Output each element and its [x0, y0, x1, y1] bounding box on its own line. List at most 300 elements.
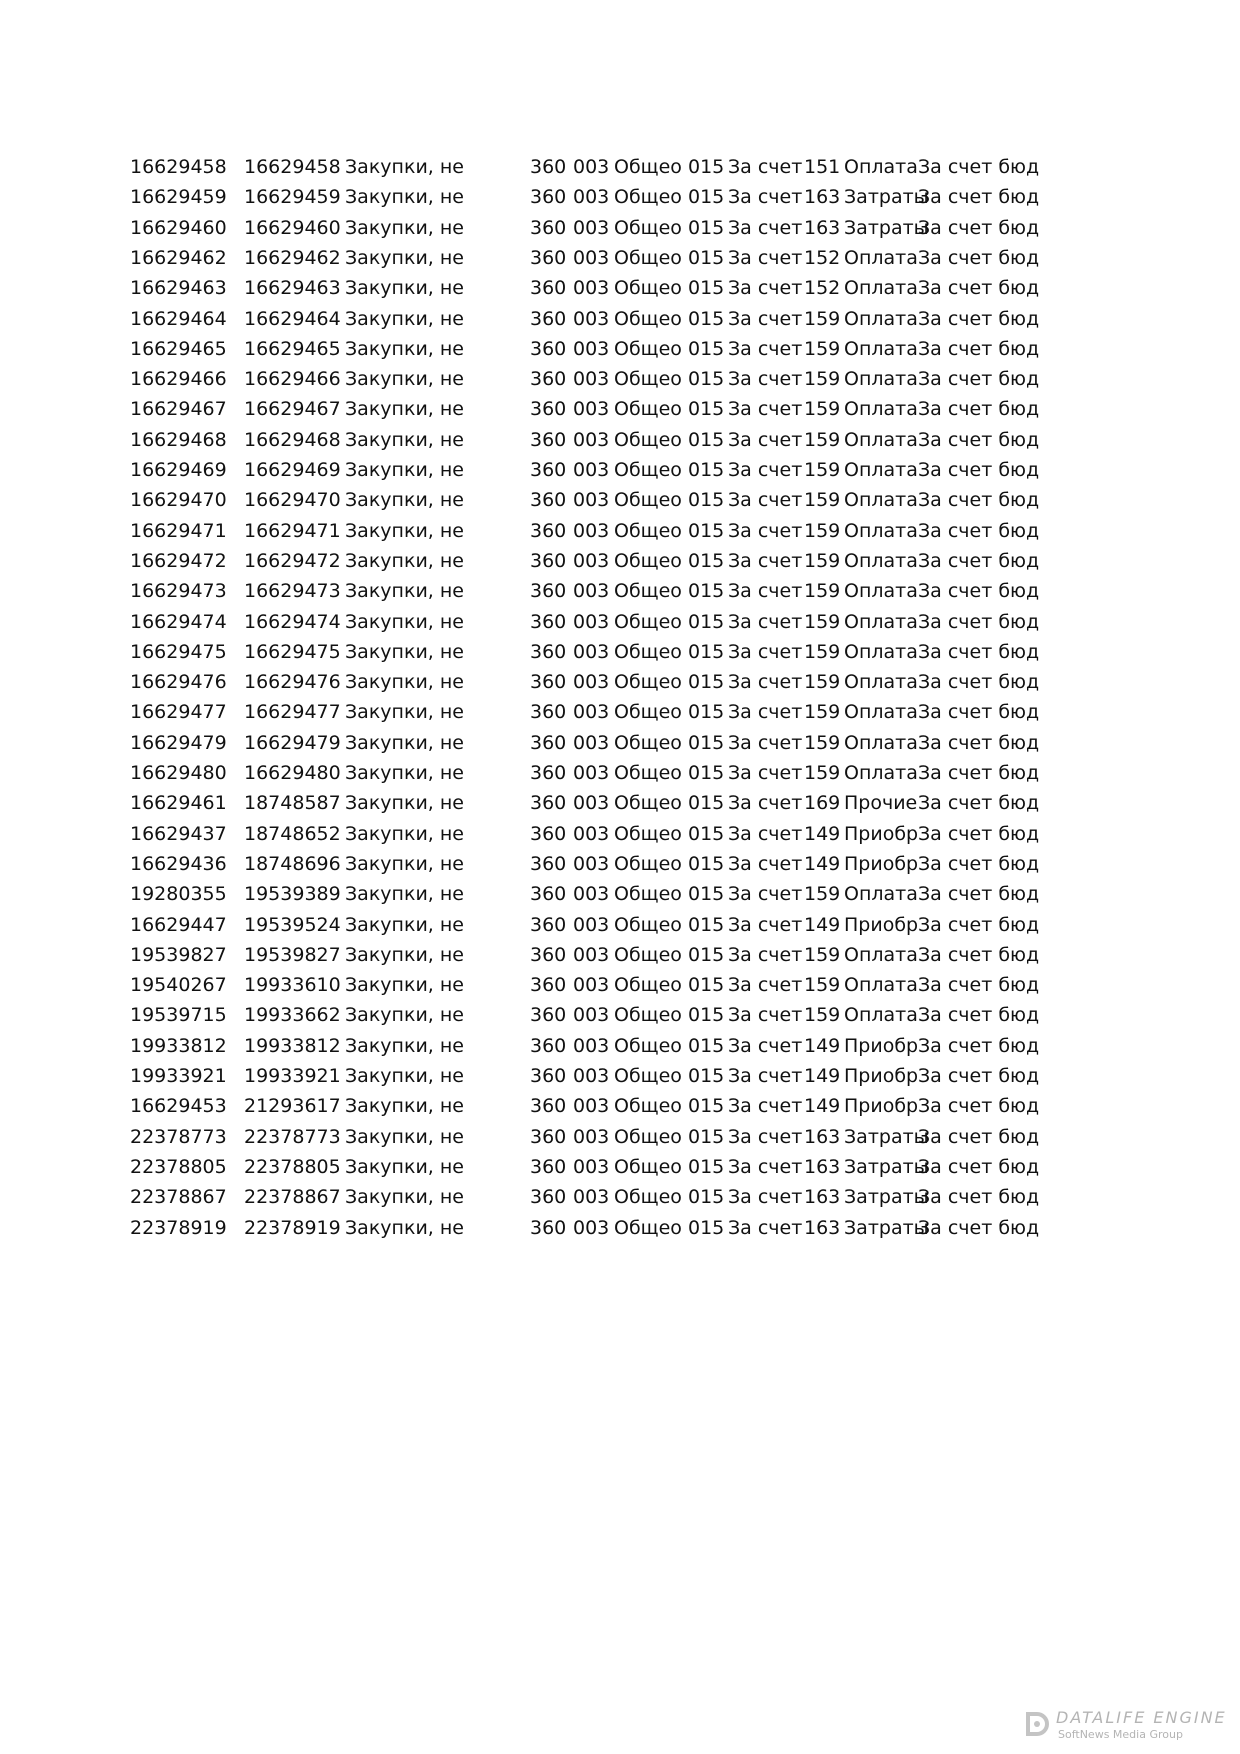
purchase-type-cell: Закупки, не: [345, 701, 464, 724]
article-code-cell: 169: [804, 792, 841, 815]
article-name-cell: Оплата: [844, 580, 918, 603]
section-name-cell: Общео: [614, 519, 682, 542]
table-row: [0, 273, 1240, 303]
code-003-cell: 003: [573, 549, 610, 572]
code-015-cell: 015: [688, 883, 725, 906]
code-360-cell: 360: [530, 1004, 567, 1027]
record-id-cell: 16629464: [130, 307, 227, 330]
article-name-cell: Оплата: [844, 549, 918, 572]
record-id-cell: 16629461: [130, 792, 227, 815]
funding-source-cell: За счет: [728, 1034, 803, 1057]
record-id-cell: 16629469: [130, 459, 227, 481]
code-003-cell: 003: [573, 731, 610, 754]
article-code-cell: 149: [804, 913, 841, 936]
section-name-cell: Общео: [614, 1004, 682, 1027]
table-row: [0, 425, 1240, 455]
record-id-cell: 19539827: [130, 943, 227, 966]
article-name-cell: Оплата: [844, 701, 918, 724]
article-code-cell: 163: [804, 186, 841, 209]
document-id-cell: 22378867: [244, 1186, 341, 1209]
code-360-cell: 360: [530, 1216, 567, 1239]
funding-source-cell: За счет: [728, 610, 803, 633]
article-code-cell: 163: [804, 1186, 841, 1209]
section-name-cell: Общео: [614, 943, 682, 966]
code-003-cell: 003: [573, 943, 610, 966]
budget-source-cell: За счет бюд: [918, 852, 1040, 875]
code-003-cell: 003: [573, 277, 610, 300]
article-code-cell: 159: [804, 428, 841, 451]
document-id-cell: 16629479: [244, 731, 341, 754]
code-360-cell: 360: [530, 974, 567, 997]
code-015-cell: 015: [688, 246, 725, 269]
article-code-cell: 163: [804, 216, 841, 239]
article-name-cell: Оплата: [844, 974, 918, 997]
section-name-cell: Общео: [614, 822, 682, 845]
record-id-cell: 19933921: [130, 1065, 227, 1087]
table-row: [0, 243, 1240, 273]
funding-source-cell: За счет: [728, 186, 803, 209]
article-code-cell: 149: [804, 1065, 841, 1087]
article-code-cell: 159: [804, 974, 841, 997]
purchase-type-cell: Закупки, не: [345, 580, 464, 603]
article-name-cell: Оплата: [844, 368, 918, 391]
budget-source-cell: За счет бюд: [918, 337, 1040, 360]
budget-source-cell: За счет бюд: [918, 731, 1040, 754]
section-name-cell: Общео: [614, 307, 682, 330]
article-name-cell: Затраты: [844, 186, 929, 209]
funding-source-cell: За счет: [728, 943, 803, 966]
section-name-cell: Общео: [614, 277, 682, 300]
budget-source-cell: За счет бюд: [918, 974, 1040, 997]
table-row: [0, 516, 1240, 546]
budget-source-cell: За счет бюд: [918, 913, 1040, 936]
article-code-cell: 159: [804, 671, 841, 694]
funding-source-cell: За счет: [728, 640, 803, 663]
code-003-cell: 003: [573, 246, 610, 269]
watermark: [1022, 1706, 1232, 1746]
purchase-type-cell: Закупки, не: [345, 943, 464, 966]
code-015-cell: 015: [688, 762, 725, 784]
budget-source-cell: За счет бюд: [918, 640, 1040, 663]
article-code-cell: 159: [804, 640, 841, 663]
purchase-type-cell: Закупки, не: [345, 1155, 464, 1178]
purchase-type-cell: Закупки, не: [345, 549, 464, 572]
code-360-cell: 360: [530, 852, 567, 875]
record-id-cell: 16629458: [130, 156, 227, 178]
funding-source-cell: За счет: [728, 974, 803, 997]
article-code-cell: 151: [804, 156, 841, 178]
purchase-type-cell: Закупки, не: [345, 640, 464, 663]
budget-source-cell: За счет бюд: [918, 398, 1040, 421]
funding-source-cell: За счет: [728, 1155, 803, 1178]
budget-source-cell: За счет бюд: [918, 792, 1040, 815]
article-name-cell: Оплата: [844, 307, 918, 330]
code-360-cell: 360: [530, 913, 567, 936]
code-003-cell: 003: [573, 852, 610, 875]
record-id-cell: 16629470: [130, 489, 227, 512]
article-name-cell: Приобр: [844, 822, 919, 845]
document-id-cell: 16629467: [244, 398, 341, 421]
funding-source-cell: За счет: [728, 459, 803, 481]
section-name-cell: Общео: [614, 156, 682, 178]
funding-source-cell: За счет: [728, 216, 803, 239]
article-code-cell: 149: [804, 1034, 841, 1057]
code-015-cell: 015: [688, 1186, 725, 1209]
purchase-type-cell: Закупки, не: [345, 186, 464, 209]
code-360-cell: 360: [530, 549, 567, 572]
article-name-cell: Затраты: [844, 1125, 929, 1148]
article-name-cell: Оплата: [844, 762, 918, 784]
budget-source-cell: За счет бюд: [918, 1216, 1040, 1239]
document-id-cell: 16629469: [244, 459, 341, 481]
code-015-cell: 015: [688, 1155, 725, 1178]
code-003-cell: 003: [573, 580, 610, 603]
record-id-cell: 22378867: [130, 1186, 227, 1209]
budget-source-cell: За счет бюд: [918, 1095, 1040, 1118]
code-360-cell: 360: [530, 307, 567, 330]
document-id-cell: 19933921: [244, 1065, 341, 1087]
purchase-type-cell: Закупки, не: [345, 822, 464, 845]
funding-source-cell: За счет: [728, 580, 803, 603]
record-id-cell: 16629477: [130, 701, 227, 724]
article-name-cell: Приобр: [844, 1034, 919, 1057]
record-id-cell: 16629459: [130, 186, 227, 209]
section-name-cell: Общео: [614, 1186, 682, 1209]
code-360-cell: 360: [530, 519, 567, 542]
article-code-cell: 159: [804, 943, 841, 966]
funding-source-cell: За счет: [728, 489, 803, 512]
funding-source-cell: За счет: [728, 368, 803, 391]
code-003-cell: 003: [573, 186, 610, 209]
table-row: [0, 152, 1240, 182]
document-id-cell: 19539389: [244, 883, 341, 906]
code-360-cell: 360: [530, 943, 567, 966]
section-name-cell: Общео: [614, 1034, 682, 1057]
article-code-cell: 163: [804, 1216, 841, 1239]
article-name-cell: Затраты: [844, 1216, 929, 1239]
code-360-cell: 360: [530, 337, 567, 360]
document-id-cell: 16629470: [244, 489, 341, 512]
record-id-cell: 16629471: [130, 519, 227, 542]
document-id-cell: 16629459: [244, 186, 341, 209]
table-row: [0, 364, 1240, 394]
section-name-cell: Общео: [614, 640, 682, 663]
document-id-cell: 16629466: [244, 368, 341, 391]
section-name-cell: Общео: [614, 186, 682, 209]
table-row: [0, 1031, 1240, 1061]
code-003-cell: 003: [573, 762, 610, 784]
code-003-cell: 003: [573, 671, 610, 694]
article-name-cell: Приобр: [844, 913, 919, 936]
article-code-cell: 159: [804, 459, 841, 481]
record-id-cell: 19933812: [130, 1034, 227, 1057]
section-name-cell: Общео: [614, 1065, 682, 1087]
funding-source-cell: За счет: [728, 852, 803, 875]
section-name-cell: Общео: [614, 731, 682, 754]
funding-source-cell: За счет: [728, 277, 803, 300]
code-015-cell: 015: [688, 398, 725, 421]
funding-source-cell: За счет: [728, 549, 803, 572]
budget-source-cell: За счет бюд: [918, 701, 1040, 724]
code-015-cell: 015: [688, 459, 725, 481]
section-name-cell: Общео: [614, 368, 682, 391]
record-id-cell: 16629480: [130, 762, 227, 784]
code-003-cell: 003: [573, 428, 610, 451]
document-id-cell: 16629465: [244, 337, 341, 360]
document-id-cell: 19933812: [244, 1034, 341, 1057]
code-003-cell: 003: [573, 913, 610, 936]
code-360-cell: 360: [530, 1065, 567, 1087]
code-003-cell: 003: [573, 216, 610, 239]
funding-source-cell: За счет: [728, 398, 803, 421]
document-id-cell: 18748652: [244, 822, 341, 845]
purchase-type-cell: Закупки, не: [345, 1065, 464, 1087]
article-name-cell: Приобр: [844, 1095, 919, 1118]
code-015-cell: 015: [688, 186, 725, 209]
document-id-cell: 18748587: [244, 792, 341, 815]
purchase-type-cell: Закупки, не: [345, 913, 464, 936]
code-015-cell: 015: [688, 368, 725, 391]
document-id-cell: 22378919: [244, 1216, 341, 1239]
record-id-cell: 22378805: [130, 1155, 227, 1178]
document-id-cell: 19933610: [244, 974, 341, 997]
document-id-cell: 16629468: [244, 428, 341, 451]
table-row: [0, 819, 1240, 849]
record-id-cell: 16629466: [130, 368, 227, 391]
purchase-type-cell: Закупки, не: [345, 1034, 464, 1057]
code-015-cell: 015: [688, 610, 725, 633]
table-row: [0, 637, 1240, 667]
code-003-cell: 003: [573, 307, 610, 330]
purchase-type-cell: Закупки, не: [345, 974, 464, 997]
record-id-cell: 22378773: [130, 1125, 227, 1148]
purchase-type-cell: Закупки, не: [345, 610, 464, 633]
code-360-cell: 360: [530, 1095, 567, 1118]
code-360-cell: 360: [530, 762, 567, 784]
table-row: [0, 455, 1240, 485]
budget-source-cell: За счет бюд: [918, 822, 1040, 845]
article-code-cell: 159: [804, 731, 841, 754]
table-row: [0, 334, 1240, 364]
article-name-cell: Оплата: [844, 277, 918, 300]
document-id-cell: 16629458: [244, 156, 341, 178]
table-row: [0, 758, 1240, 788]
code-360-cell: 360: [530, 1155, 567, 1178]
purchase-type-cell: Закупки, не: [345, 246, 464, 269]
code-003-cell: 003: [573, 489, 610, 512]
code-003-cell: 003: [573, 610, 610, 633]
article-code-cell: 159: [804, 883, 841, 906]
code-003-cell: 003: [573, 1004, 610, 1027]
record-id-cell: 19540267: [130, 974, 227, 997]
code-003-cell: 003: [573, 459, 610, 481]
article-code-cell: 159: [804, 337, 841, 360]
document-id-cell: 16629471: [244, 519, 341, 542]
record-id-cell: 16629479: [130, 731, 227, 754]
article-name-cell: Приобр: [844, 852, 919, 875]
article-name-cell: Оплата: [844, 731, 918, 754]
code-015-cell: 015: [688, 701, 725, 724]
table-row: [0, 607, 1240, 637]
budget-source-cell: За счет бюд: [918, 428, 1040, 451]
table-row: [0, 485, 1240, 515]
article-name-cell: Оплата: [844, 671, 918, 694]
table-row: [0, 1091, 1240, 1121]
budget-source-cell: За счет бюд: [918, 883, 1040, 906]
code-015-cell: 015: [688, 792, 725, 815]
budget-source-cell: За счет бюд: [918, 762, 1040, 784]
purchase-type-cell: Закупки, не: [345, 519, 464, 542]
article-name-cell: Оплата: [844, 943, 918, 966]
document-id-cell: 16629477: [244, 701, 341, 724]
code-360-cell: 360: [530, 671, 567, 694]
budget-source-cell: За счет бюд: [918, 1034, 1040, 1057]
table-row: [0, 304, 1240, 334]
funding-source-cell: За счет: [728, 1125, 803, 1148]
article-code-cell: 152: [804, 246, 841, 269]
code-015-cell: 015: [688, 852, 725, 875]
code-003-cell: 003: [573, 156, 610, 178]
purchase-type-cell: Закупки, не: [345, 1004, 464, 1027]
budget-source-cell: За счет бюд: [918, 246, 1040, 269]
code-360-cell: 360: [530, 792, 567, 815]
code-015-cell: 015: [688, 156, 725, 178]
record-id-cell: 16629437: [130, 822, 227, 845]
table-row: [0, 394, 1240, 424]
funding-source-cell: За счет: [728, 701, 803, 724]
code-360-cell: 360: [530, 883, 567, 906]
code-360-cell: 360: [530, 398, 567, 421]
document-id-cell: 16629462: [244, 246, 341, 269]
article-code-cell: 149: [804, 852, 841, 875]
article-name-cell: Оплата: [844, 246, 918, 269]
budget-source-cell: За счет бюд: [918, 549, 1040, 572]
table-row: [0, 1000, 1240, 1030]
code-015-cell: 015: [688, 216, 725, 239]
purchase-type-cell: Закупки, не: [345, 1186, 464, 1209]
code-360-cell: 360: [530, 156, 567, 178]
article-code-cell: 152: [804, 277, 841, 300]
code-003-cell: 003: [573, 368, 610, 391]
code-360-cell: 360: [530, 186, 567, 209]
article-code-cell: 159: [804, 489, 841, 512]
article-name-cell: Затраты: [844, 1186, 929, 1209]
article-name-cell: Оплата: [844, 156, 918, 178]
section-name-cell: Общео: [614, 1095, 682, 1118]
code-015-cell: 015: [688, 974, 725, 997]
code-003-cell: 003: [573, 701, 610, 724]
code-360-cell: 360: [530, 731, 567, 754]
table-row: [0, 697, 1240, 727]
purchase-type-cell: Закупки, не: [345, 489, 464, 512]
code-015-cell: 015: [688, 913, 725, 936]
article-name-cell: Оплата: [844, 459, 918, 481]
code-003-cell: 003: [573, 1034, 610, 1057]
record-id-cell: 16629460: [130, 216, 227, 239]
section-name-cell: Общео: [614, 1155, 682, 1178]
budget-source-cell: За счет бюд: [918, 519, 1040, 542]
datalife-engine-logo-icon: [1022, 1710, 1050, 1738]
record-id-cell: 16629475: [130, 640, 227, 663]
section-name-cell: Общео: [614, 883, 682, 906]
code-015-cell: 015: [688, 1004, 725, 1027]
table-row: [0, 182, 1240, 212]
code-360-cell: 360: [530, 701, 567, 724]
record-id-cell: 19539715: [130, 1004, 227, 1027]
budget-source-cell: За счет бюд: [918, 1155, 1040, 1178]
code-360-cell: 360: [530, 428, 567, 451]
document-id-cell: 19539827: [244, 943, 341, 966]
article-name-cell: Прочие: [844, 792, 918, 815]
purchase-type-cell: Закупки, не: [345, 671, 464, 694]
table-row: [0, 1182, 1240, 1212]
section-name-cell: Общео: [614, 428, 682, 451]
article-code-cell: 159: [804, 762, 841, 784]
budget-source-cell: За счет бюд: [918, 671, 1040, 694]
budget-source-cell: За счет бюд: [918, 368, 1040, 391]
section-name-cell: Общео: [614, 549, 682, 572]
purchase-type-cell: Закупки, не: [345, 307, 464, 330]
table-row: [0, 1213, 1240, 1243]
funding-source-cell: За счет: [728, 1065, 803, 1087]
record-id-cell: 22378919: [130, 1216, 227, 1239]
funding-source-cell: За счет: [728, 1186, 803, 1209]
purchase-type-cell: Закупки, не: [345, 1095, 464, 1118]
document-id-cell: 18748696: [244, 852, 341, 875]
code-360-cell: 360: [530, 277, 567, 300]
table-row: [0, 788, 1240, 818]
funding-source-cell: За счет: [728, 246, 803, 269]
code-360-cell: 360: [530, 246, 567, 269]
section-name-cell: Общео: [614, 1125, 682, 1148]
purchase-type-cell: Закупки, не: [345, 731, 464, 754]
article-code-cell: 159: [804, 368, 841, 391]
code-360-cell: 360: [530, 1034, 567, 1057]
watermark-subtitle: SoftNews Media Group: [1058, 1728, 1183, 1741]
article-name-cell: Оплата: [844, 489, 918, 512]
table-row: [0, 213, 1240, 243]
code-015-cell: 015: [688, 428, 725, 451]
section-name-cell: Общео: [614, 792, 682, 815]
funding-source-cell: За счет: [728, 883, 803, 906]
code-003-cell: 003: [573, 1125, 610, 1148]
code-015-cell: 015: [688, 549, 725, 572]
budget-source-cell: За счет бюд: [918, 459, 1040, 481]
code-003-cell: 003: [573, 822, 610, 845]
article-code-cell: 159: [804, 398, 841, 421]
table-row: [0, 728, 1240, 758]
section-name-cell: Общео: [614, 246, 682, 269]
record-id-cell: 16629476: [130, 671, 227, 694]
budget-source-cell: За счет бюд: [918, 1186, 1040, 1209]
record-id-cell: 16629447: [130, 913, 227, 936]
document-id-cell: 19539524: [244, 913, 341, 936]
article-code-cell: 163: [804, 1155, 841, 1178]
purchase-type-cell: Закупки, не: [345, 216, 464, 239]
document-id-cell: 22378805: [244, 1155, 341, 1178]
section-name-cell: Общео: [614, 701, 682, 724]
funding-source-cell: За счет: [728, 762, 803, 784]
code-015-cell: 015: [688, 1216, 725, 1239]
purchase-type-cell: Закупки, не: [345, 883, 464, 906]
code-360-cell: 360: [530, 822, 567, 845]
record-id-cell: 16629462: [130, 246, 227, 269]
article-name-cell: Оплата: [844, 610, 918, 633]
budget-source-cell: За счет бюд: [918, 580, 1040, 603]
funding-source-cell: За счет: [728, 822, 803, 845]
code-015-cell: 015: [688, 277, 725, 300]
code-015-cell: 015: [688, 640, 725, 663]
